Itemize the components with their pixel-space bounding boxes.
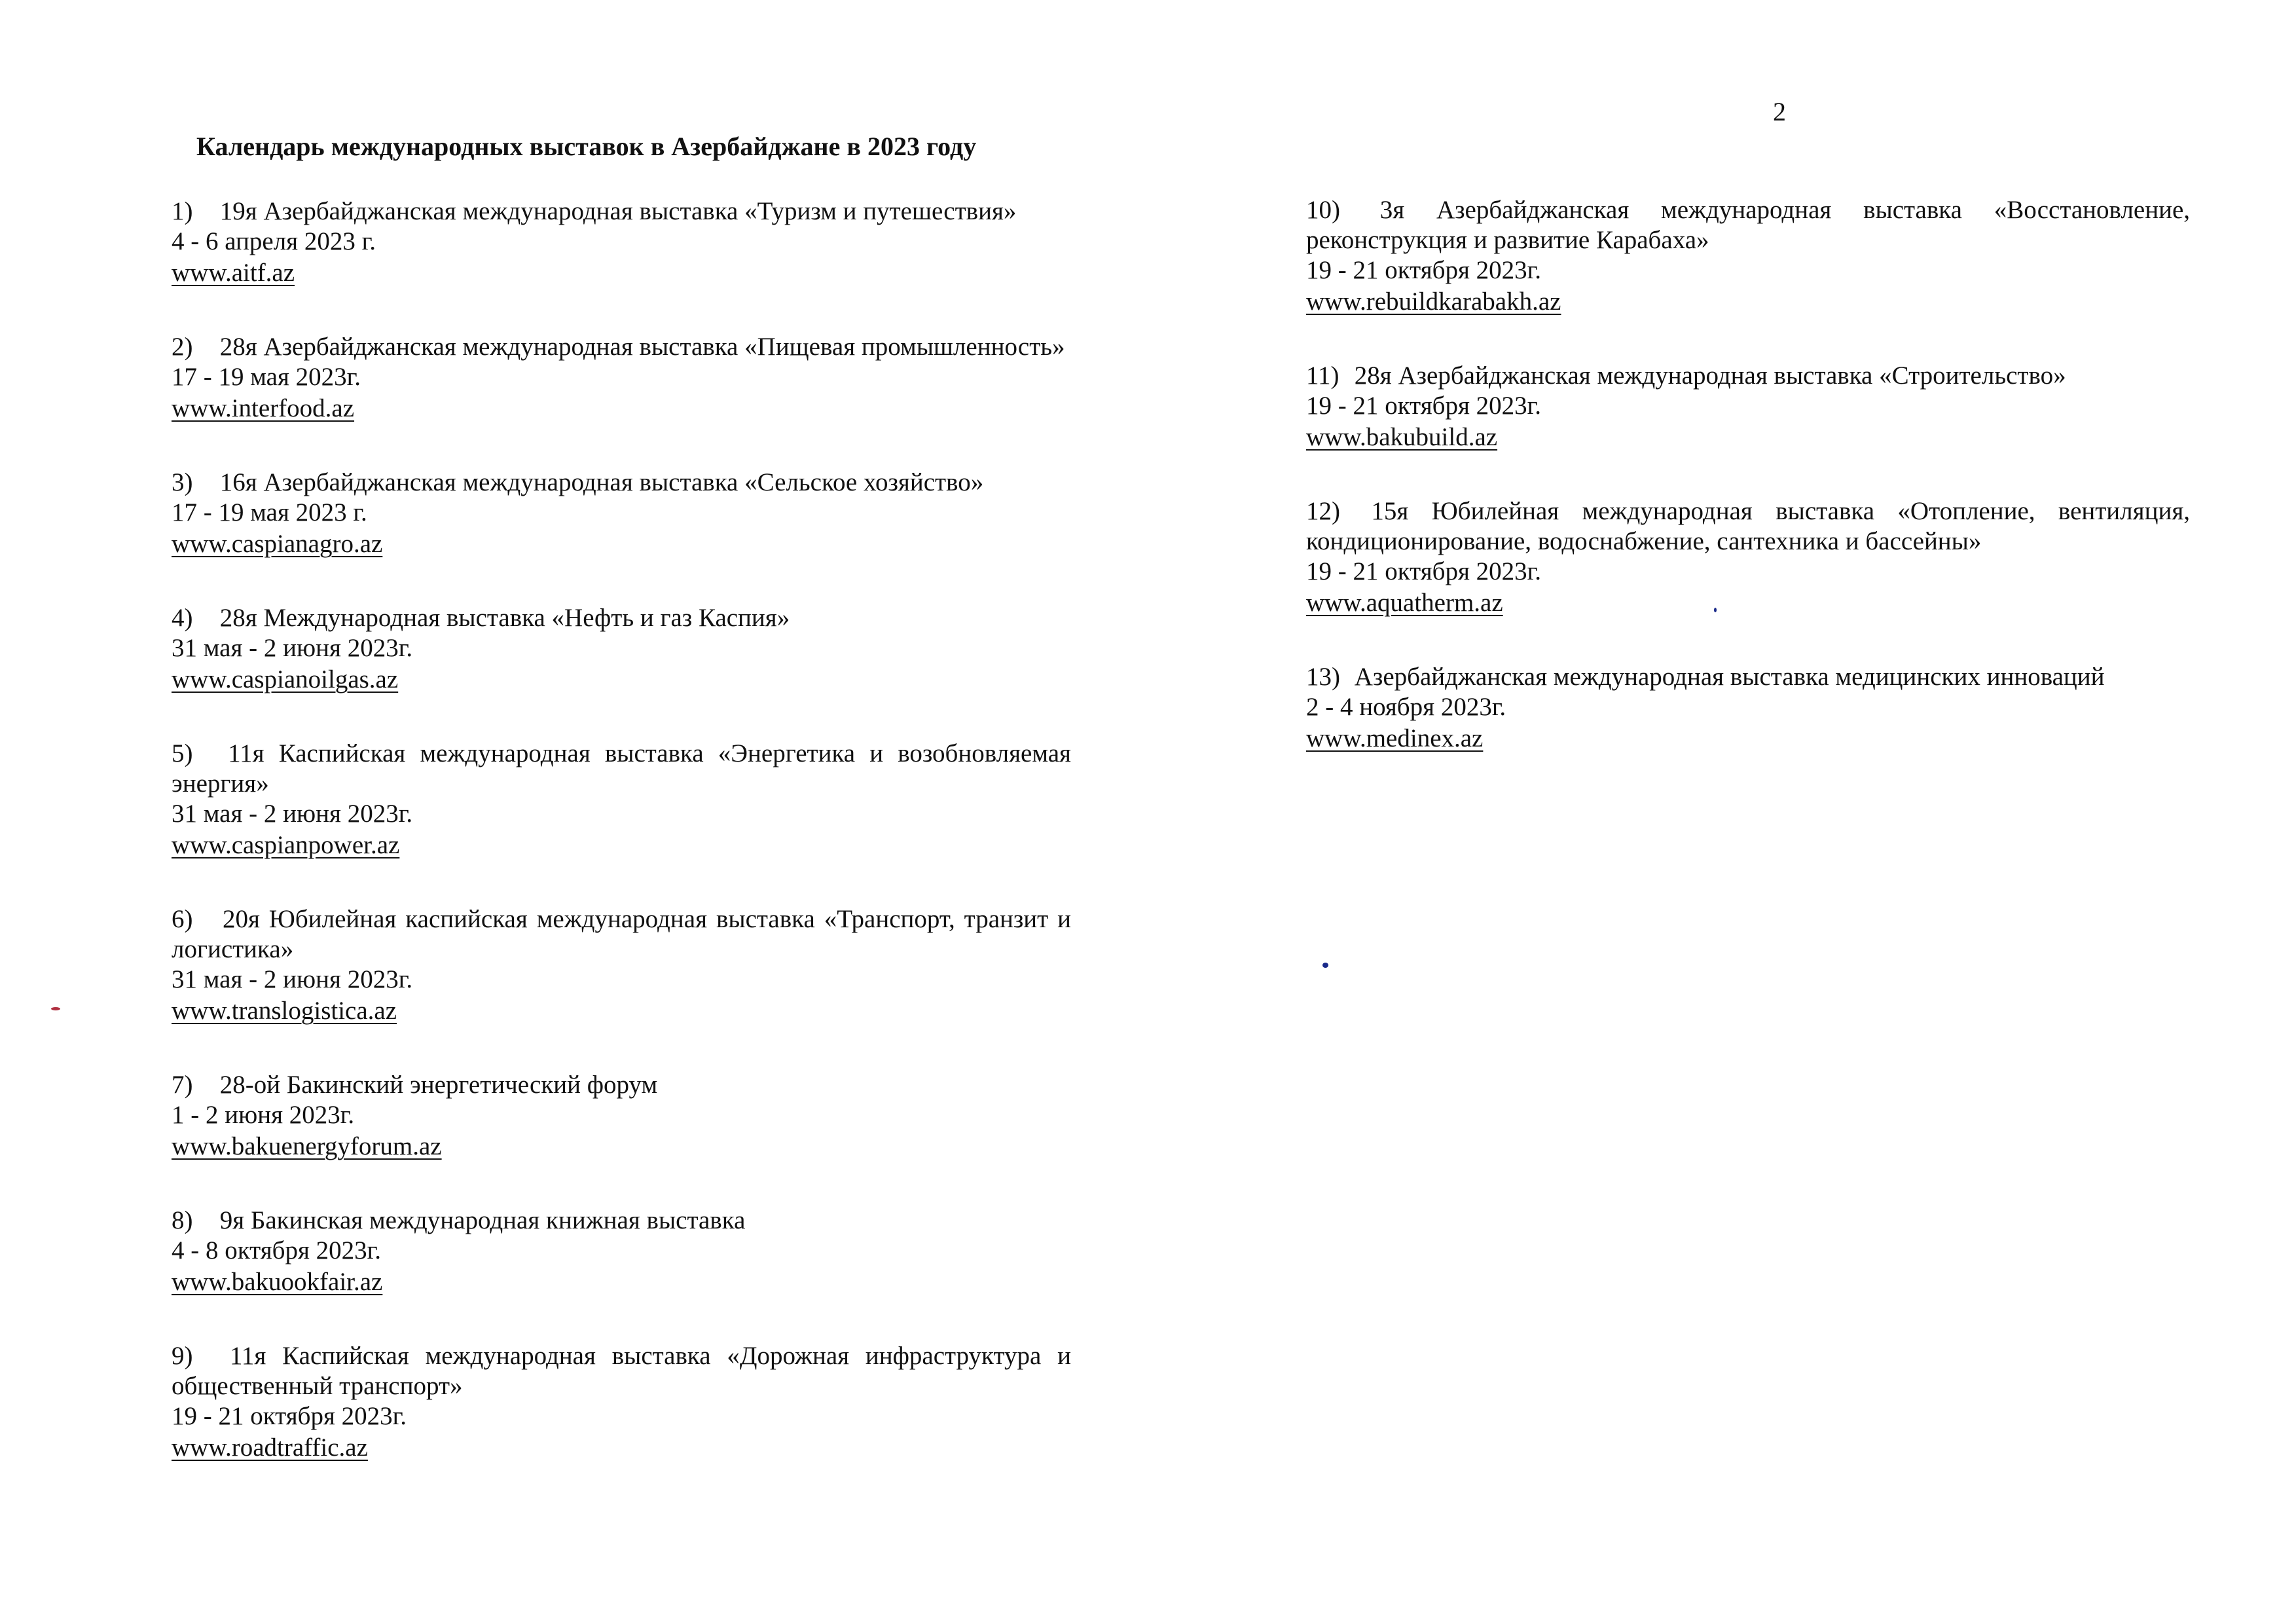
entry-title: 28я Международная выставка «Нефть и газ Каспия»	[219, 604, 790, 632]
entry-website-link[interactable]: www.interfood.az	[172, 394, 355, 422]
entry-number: 9)	[172, 1342, 193, 1370]
entry-dates: 19 - 21 октября 2023г.	[1306, 256, 1542, 284]
scan-speck	[51, 1007, 60, 1010]
entry-website-link[interactable]: www.caspianoilgas.az	[172, 665, 399, 693]
entry-number: 8)	[172, 1206, 193, 1234]
entry-title: 28я Азербайджанская международная выставка «Пищевая промышленность»	[219, 333, 1065, 361]
entry-number: 11)	[1306, 361, 1339, 390]
entry-website-link[interactable]: www.aquatherm.az	[1306, 589, 1503, 617]
entry-number: 1)	[172, 197, 193, 225]
entry-website-link[interactable]: www.medinex.az	[1306, 724, 1484, 752]
entry-title: 19я Азербайджанская международная выставка «Туризм и путешествия»	[219, 197, 1017, 225]
exhibition-entry	[172, 1206, 1071, 1299]
entry-title: 11я Каспийская международная выставка «Энергетика и возобновляемая энергия»	[172, 739, 1071, 798]
entry-website-link[interactable]: www.bakuenergyforum.az	[172, 1132, 442, 1160]
entry-website-link[interactable]: www.translogistica.az	[172, 997, 397, 1025]
exhibitions-left-column	[172, 196, 1071, 1507]
entry-website-link[interactable]: www.aitf.az	[172, 259, 295, 287]
entry-dates: 31 мая - 2 июня 2023г.	[172, 965, 413, 993]
exhibition-entry	[172, 739, 1071, 862]
entry-dates: 31 мая - 2 июня 2023г.	[172, 800, 413, 828]
exhibition-entry	[1306, 662, 2190, 755]
entry-website-link[interactable]: www.bakubuild.az	[1306, 423, 1498, 451]
entry-website-link[interactable]: www.caspianagro.az	[172, 530, 383, 558]
exhibition-entry	[172, 603, 1071, 696]
entry-number: 5)	[172, 739, 193, 767]
entry-website-link[interactable]: www.caspianpower.az	[172, 831, 400, 859]
exhibition-entry	[172, 196, 1071, 289]
entry-number: 12)	[1306, 497, 1340, 525]
exhibition-entry	[172, 904, 1071, 1027]
entry-title: 11я Каспийская международная выставка «Дорожная инфраструктура и общественный транспорт»	[172, 1342, 1071, 1400]
entry-number: 6)	[172, 905, 193, 933]
exhibition-entry	[172, 468, 1071, 561]
entry-title: 20я Юбилейная каспийская международная выставка «Транспорт, транзит и логистика»	[172, 905, 1072, 963]
entry-dates: 31 мая - 2 июня 2023г.	[172, 634, 413, 662]
entry-website-link[interactable]: www.rebuildkarabakh.az	[1306, 287, 1561, 316]
entry-dates: 19 - 21 октября 2023г.	[1306, 392, 1542, 420]
entry-dates: 4 - 8 октября 2023г.	[172, 1236, 382, 1264]
entry-dates: 1 - 2 июня 2023г.	[172, 1101, 355, 1129]
scan-speck	[1322, 963, 1328, 968]
entry-title: 28я Азербайджанская международная выставка «Строительство»	[1354, 361, 2066, 390]
entry-title: 3я Азербайджанская международная выставка «Восстановление, реконструкция и развитие Карабаха»	[1306, 196, 2191, 254]
exhibition-entry	[1306, 496, 2190, 619]
entry-dates: 19 - 21 октября 2023г.	[172, 1402, 407, 1430]
entry-dates: 17 - 19 мая 2023 г.	[172, 498, 367, 526]
entry-title: 9я Бакинская международная книжная выставка	[219, 1206, 746, 1234]
exhibition-entry	[172, 332, 1071, 425]
exhibition-entry	[1306, 195, 2190, 318]
exhibition-entry	[172, 1341, 1071, 1464]
entry-title: Азербайджанская международная выставка медицинских инноваций	[1354, 663, 2105, 691]
entry-title: 16я Азербайджанская международная выставка «Сельское хозяйство»	[219, 468, 984, 496]
entry-number: 13)	[1306, 663, 1340, 691]
entry-number: 10)	[1306, 196, 1340, 224]
entry-dates: 4 - 6 апреля 2023 г.	[172, 227, 376, 255]
entry-title: 28-ой Бакинский энергетический форум	[219, 1071, 658, 1099]
page-title: Календарь международных выставок в Азербайджане в 2023 году	[196, 132, 977, 161]
page-number: 2	[1773, 97, 1786, 126]
exhibitions-right-column	[1306, 195, 2190, 798]
entry-number: 7)	[172, 1071, 193, 1099]
entry-number: 2)	[172, 333, 193, 361]
entry-website-link[interactable]: www.bakuookfair.az	[172, 1268, 383, 1296]
entry-dates: 2 - 4 ноября 2023г.	[1306, 693, 1506, 721]
entry-number: 4)	[172, 604, 193, 632]
entry-dates: 17 - 19 мая 2023г.	[172, 363, 361, 391]
exhibition-entry	[1306, 361, 2190, 454]
exhibition-entry	[172, 1070, 1071, 1163]
scan-speck	[1714, 608, 1717, 612]
entry-title: 15я Юбилейная международная выставка «Отопление, вентиляция, кондиционирование, водоснабжение, сантехника и бассейны»	[1306, 497, 2191, 555]
entry-number: 3)	[172, 468, 193, 496]
entry-dates: 19 - 21 октября 2023г.	[1306, 557, 1542, 585]
entry-website-link[interactable]: www.roadtraffic.az	[172, 1433, 368, 1462]
